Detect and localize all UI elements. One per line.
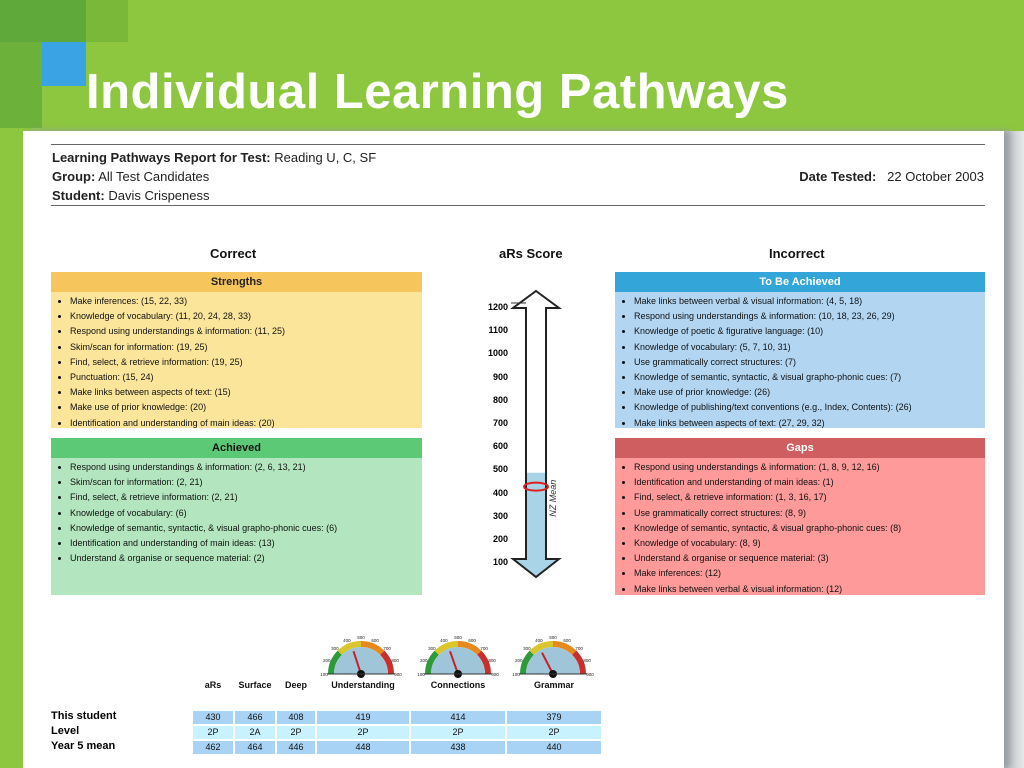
gap-item: • Make links between verbal & visual information: (12) bbox=[634, 582, 985, 597]
achieved-item: • Understand & organise or sequence material: (2) bbox=[70, 551, 422, 566]
achieved-item: • Find, select, & retrieve information: (2, 21) bbox=[70, 490, 422, 505]
gauge-tick-label: 600 bbox=[371, 637, 379, 643]
table-row-label: Year 5 mean bbox=[51, 740, 116, 752]
gauge-tick-label: 500 bbox=[549, 636, 557, 640]
strength-item: • Make inferences: (15, 22, 33) bbox=[70, 294, 422, 309]
table-cell: 464 bbox=[235, 741, 275, 754]
ars-tick-label: 300 bbox=[492, 510, 508, 521]
gauge-tick-label: 300 bbox=[523, 645, 531, 651]
gauge-tick-label: 100 bbox=[320, 672, 328, 677]
to-be-achieved-item: • Knowledge of semantic, syntactic, & visual grapho-phonic cues: (7) bbox=[634, 370, 985, 385]
column-incorrect: Incorrect bbox=[769, 246, 825, 261]
gap-item: • Understand & organise or sequence material: (3) bbox=[634, 551, 985, 566]
column-ars: aRs Score bbox=[499, 246, 563, 261]
table-header: Understanding bbox=[331, 680, 395, 690]
gauge-tick-label: 200 bbox=[420, 657, 428, 663]
ars-tick-label: 800 bbox=[492, 394, 508, 405]
to-be-achieved-item: • Make links between verbal & visual information: (4, 5, 18) bbox=[634, 294, 985, 309]
strength-item: • Make use of prior knowledge: (20) bbox=[70, 400, 422, 415]
ars-tick-label: 100 bbox=[492, 557, 508, 568]
table-cell: 2P bbox=[193, 726, 233, 739]
table-row-label: This student bbox=[51, 710, 117, 722]
gauge-tick-label: 600 bbox=[468, 637, 476, 643]
gauge-tick-label: 100 bbox=[417, 672, 425, 677]
strength-item: • Knowledge of vocabulary: (11, 20, 24, 28, 33) bbox=[70, 309, 422, 324]
ars-tick-label: 1200 bbox=[487, 302, 508, 312]
table-header: Surface bbox=[238, 680, 272, 690]
gap-item: • Knowledge of semantic, syntactic, & visual grapho-phonic cues: (8) bbox=[634, 521, 985, 536]
table-cell: 430 bbox=[193, 711, 233, 724]
gauge-tick-label: 800 bbox=[583, 657, 591, 663]
decor-square bbox=[0, 42, 42, 128]
ars-arrow bbox=[478, 281, 593, 581]
gauge-tick-label: 400 bbox=[440, 637, 448, 643]
achieved-item: • Skim/scan for information: (2, 21) bbox=[70, 475, 422, 490]
table-cell: 446 bbox=[277, 741, 315, 754]
ars-tick-label: 1000 bbox=[487, 348, 508, 359]
gauge-understanding bbox=[313, 636, 409, 682]
slide-title: Individual Learning Pathways bbox=[86, 65, 789, 119]
group-label: Group: bbox=[52, 169, 96, 184]
nz-mean-label: NZ Mean bbox=[548, 479, 558, 517]
to-be-achieved-title: To Be Achieved bbox=[615, 272, 985, 292]
gauge-tick-label: 400 bbox=[535, 637, 543, 643]
table-cell: 448 bbox=[317, 741, 409, 754]
strength-item: • Identification and understanding of main ideas: (20) bbox=[70, 416, 422, 431]
gauge-tick-label: 900 bbox=[491, 672, 499, 677]
table-cell: 379 bbox=[507, 711, 601, 724]
report-title-label: Learning Pathways Report for Test: bbox=[52, 150, 271, 165]
gauge-tick-label: 700 bbox=[383, 645, 391, 651]
gauge-tick-label: 600 bbox=[563, 637, 571, 643]
table-cell: 440 bbox=[507, 741, 601, 754]
to-be-achieved-item: • Respond using understandings & information: (10, 18, 23, 26, 29) bbox=[634, 309, 985, 324]
strength-item: • Find, select, & retrieve information: (19, 25) bbox=[70, 355, 422, 370]
table-cell: 408 bbox=[277, 711, 315, 724]
gauge-tick-label: 300 bbox=[331, 645, 339, 651]
table-cell: 2P bbox=[507, 726, 601, 739]
table-header: Connections bbox=[430, 680, 486, 690]
ars-tick-label: 200 bbox=[492, 534, 508, 544]
strength-item: • Make links between aspects of text: (15) bbox=[70, 385, 422, 400]
gauge-tick-label: 300 bbox=[428, 645, 436, 651]
report-header bbox=[51, 144, 985, 206]
table-cell: 419 bbox=[317, 711, 409, 724]
table-header: aRs bbox=[204, 680, 222, 690]
achieved-item: • Knowledge of vocabulary: (6) bbox=[70, 506, 422, 521]
date-value: 22 October 2003 bbox=[887, 169, 984, 184]
strength-item: • Punctuation: (15, 24) bbox=[70, 370, 422, 385]
gauge-tick-label: 800 bbox=[488, 657, 496, 663]
ars-tick-label: 400 bbox=[492, 487, 508, 498]
strength-item: • Respond using understandings & information: (11, 25) bbox=[70, 324, 422, 339]
table-cell: 466 bbox=[235, 711, 275, 724]
gap-item: • Find, select, & retrieve information: (1, 3, 16, 17) bbox=[634, 490, 985, 505]
achieved-item: • Knowledge of semantic, syntactic, & visual grapho-phonic cues: (6) bbox=[70, 521, 422, 536]
ars-tick-label: 900 bbox=[492, 371, 508, 382]
achieved-panel bbox=[51, 438, 422, 595]
to-be-achieved-item: • Make use of prior knowledge: (26) bbox=[634, 385, 985, 400]
gauge-tick-label: 500 bbox=[357, 636, 365, 640]
ars-score-scale bbox=[478, 281, 593, 581]
achieved-item: • Respond using understandings & information: (2, 6, 13, 21) bbox=[70, 460, 422, 475]
table-cell: 2P bbox=[317, 726, 409, 739]
strengths-panel bbox=[51, 272, 422, 428]
table-header: Deep bbox=[284, 680, 307, 690]
table-cell: 438 bbox=[411, 741, 505, 754]
table-header: Grammar bbox=[533, 680, 575, 690]
strengths-title: Strengths bbox=[51, 272, 422, 292]
decor-square bbox=[86, 0, 128, 42]
column-correct: Correct bbox=[210, 246, 257, 261]
to-be-achieved-item: • Knowledge of vocabulary: (5, 7, 10, 31) bbox=[634, 340, 985, 355]
gap-item-list bbox=[615, 458, 985, 597]
gauge-tick-label: 800 bbox=[391, 657, 399, 663]
strength-item: • Skim/scan for information: (19, 25) bbox=[70, 340, 422, 355]
to-be-achieved-panel bbox=[615, 272, 985, 428]
table-cell: 462 bbox=[193, 741, 233, 754]
ars-tick-label: 700 bbox=[492, 418, 508, 428]
ars-tick-label: 1100 bbox=[488, 325, 508, 336]
achieved-item: • Identification and understanding of main ideas: (13) bbox=[70, 536, 422, 551]
decor-square-blue bbox=[42, 42, 86, 86]
ars-tick-label: 500 bbox=[492, 464, 508, 475]
gaps-panel bbox=[615, 438, 985, 595]
gauge-tick-label: 500 bbox=[454, 636, 462, 640]
gauge-tick-label: 700 bbox=[575, 645, 583, 651]
student-value: Davis Crispeness bbox=[108, 188, 210, 203]
strength-item-list bbox=[51, 292, 422, 431]
report-sheet bbox=[23, 131, 1004, 768]
gaps-title: Gaps bbox=[615, 438, 985, 458]
gap-item: • Knowledge of vocabulary: (8, 9) bbox=[634, 536, 985, 551]
gap-item: • Respond using understandings & information: (1, 8, 9, 12, 16) bbox=[634, 460, 985, 475]
gauge-tick-label: 100 bbox=[512, 672, 520, 677]
student-label: Student: bbox=[52, 188, 105, 203]
gauge-tick-label: 900 bbox=[586, 672, 594, 677]
to-be-achieved-item: • Knowledge of publishing/text conventions (e.g., Index, Contents): (26) bbox=[634, 400, 985, 415]
gap-item: • Identification and understanding of main ideas: (1) bbox=[634, 475, 985, 490]
achieved-title: Achieved bbox=[51, 438, 422, 458]
gauge-tick-label: 200 bbox=[323, 657, 331, 663]
to-be-achieved-item: • Use grammatically correct structures: (7) bbox=[634, 355, 985, 370]
achieved-item-list bbox=[51, 458, 422, 566]
gauge-tick-label: 200 bbox=[515, 657, 523, 663]
table-row-label: Level bbox=[51, 725, 80, 737]
table-cell: 2A bbox=[235, 726, 275, 739]
table-cell: 2P bbox=[411, 726, 505, 739]
gauge-tick-label: 400 bbox=[343, 637, 351, 643]
to-be-achieved-item: • Knowledge of poetic & figurative language: (10) bbox=[634, 324, 985, 339]
ars-tick-label: 600 bbox=[492, 441, 508, 452]
decor-square bbox=[0, 0, 86, 42]
to-be-achieved-item-list bbox=[615, 292, 985, 431]
gauge-grammar bbox=[505, 636, 601, 682]
gap-item: • Use grammatically correct structures: (8, 9) bbox=[634, 506, 985, 521]
date-label: Date Tested: bbox=[799, 169, 877, 184]
table-cell: 2P bbox=[277, 726, 315, 739]
gauge-tick-label: 700 bbox=[480, 645, 488, 651]
gauge-tick-label: 900 bbox=[394, 672, 402, 677]
gap-item: • Make inferences: (12) bbox=[634, 566, 985, 581]
page-shadow bbox=[1004, 131, 1024, 768]
report-title-value: Reading U, C, SF bbox=[274, 150, 377, 165]
gauge-connections bbox=[410, 636, 506, 682]
table-cell: 414 bbox=[411, 711, 505, 724]
to-be-achieved-item: • Make links between aspects of text: (27, 29, 32) bbox=[634, 416, 985, 431]
group-value: All Test Candidates bbox=[98, 169, 210, 184]
